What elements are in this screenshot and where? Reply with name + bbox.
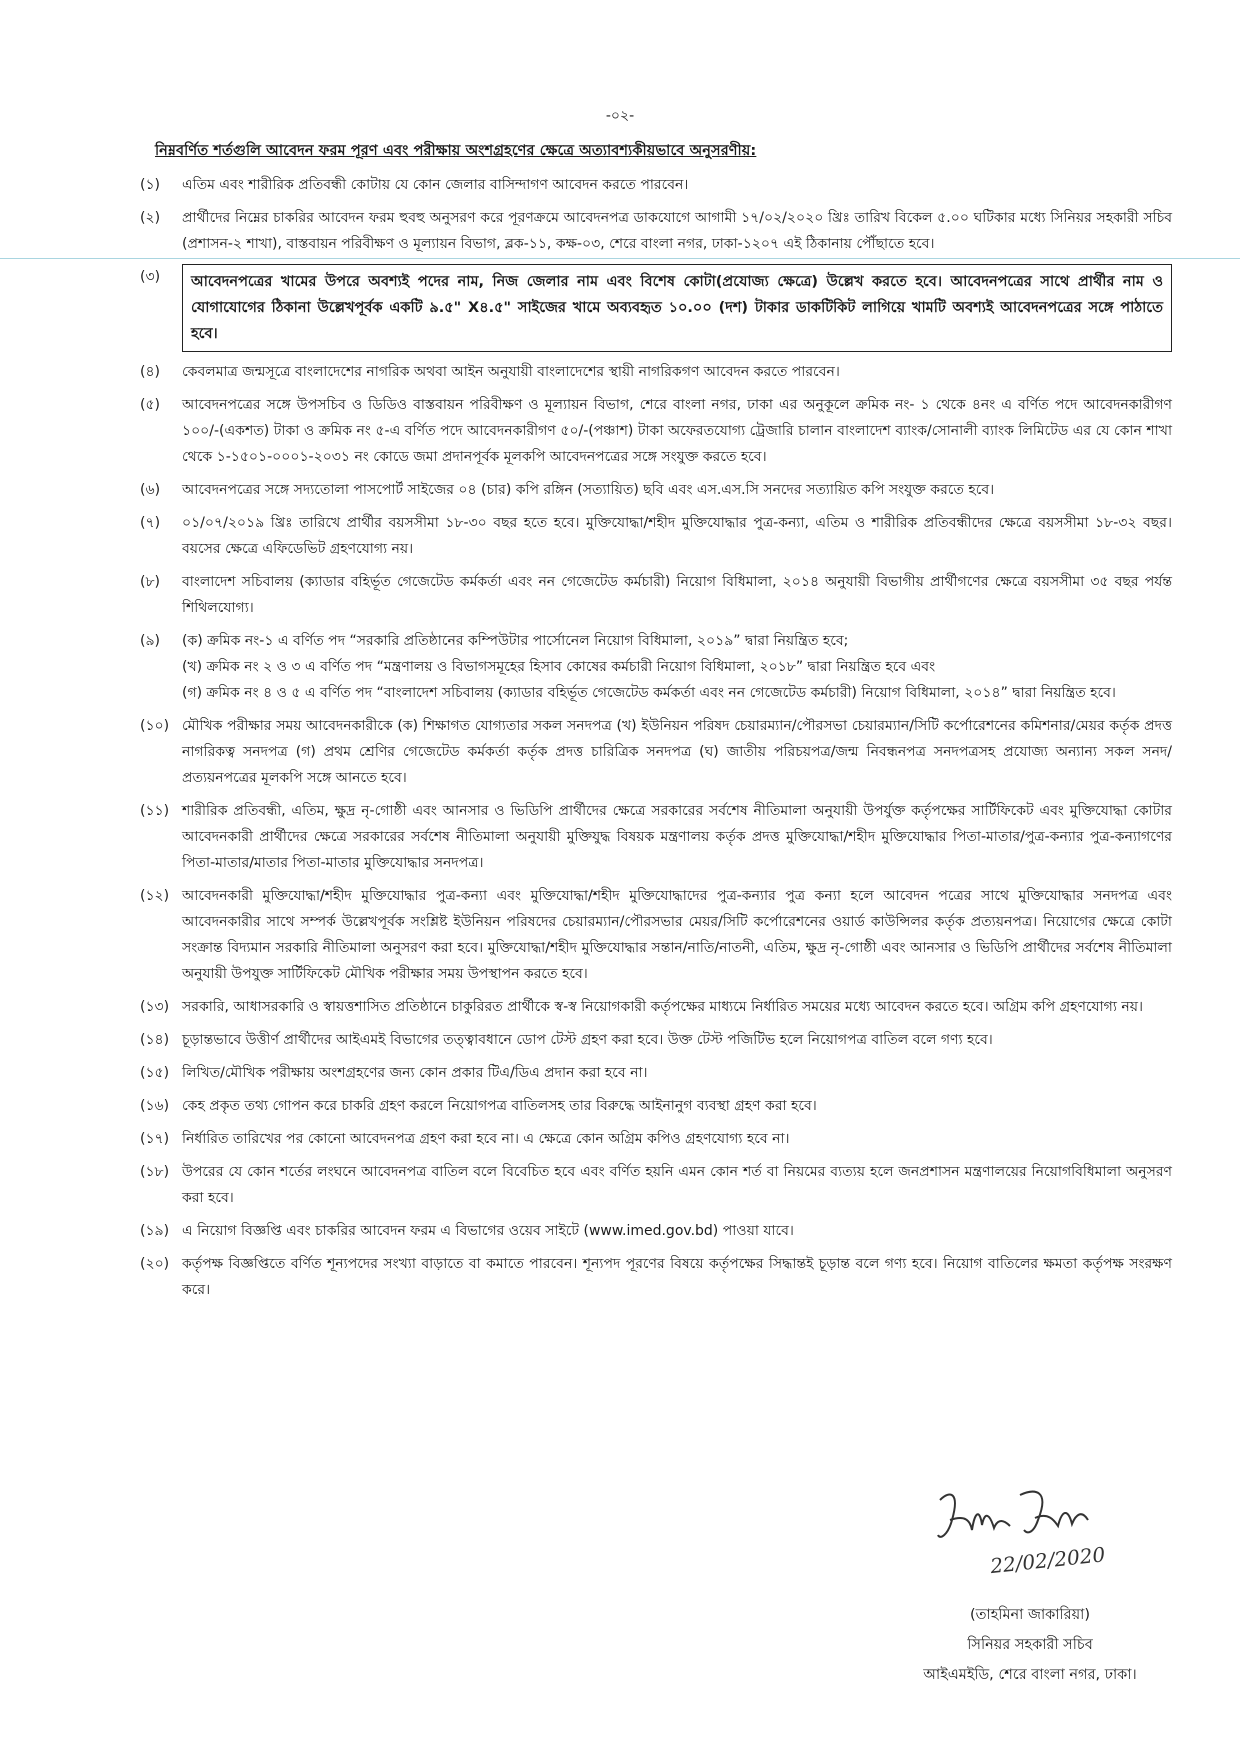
condition-item — [132, 392, 1172, 470]
item-text: এতিম এবং শারীরিক প্রতিবন্ধী কোটায় যে কোন জেলার বাসিন্দাগণ আবেদন করতে পারবেন। — [182, 177, 689, 193]
sub-item-ga: (গ) ক্রমিক নং ৪ ও ৫ এ বর্ণিত পদ “বাংলাদেশ সচিবালয় (ক্যাডার বহির্ভূত গেজেটেড কর্মকর্তা এবং নন গেজেটেড কর্মচারী) নিয়োগ বিধিমালা, ২০১৪” দ্বারা নিয়ন্ত্রিত হবে। — [182, 685, 1116, 701]
condition-item — [132, 1251, 1172, 1303]
item-number: (১৭) — [140, 1131, 170, 1147]
item-number: (৩) — [140, 269, 161, 285]
condition-item — [132, 883, 1172, 987]
item-text: আবেদনপত্রের সঙ্গে উপসচিব ও ডিডিও বাস্তবায়ন পরিবীক্ষণ ও মূল্যায়ন বিভাগ, শেরে বাংলা নগর, ঢাকা এর অনুকূলে ক্রমিক নং- ১ থেকে ৪নং এ বর্ণিত পদে আবেদনকারীগণ ১০০/-(একশত) টাকা ও ক্রমিক নং ৫-এ বর্ণিত পদে আবেদনকারীগণ ৫০/-(পঞ্চাশ) টাকা অফেরতযোগ্য ট্রেজারি চালান বাংলাদেশ ব্যাংক/সোনালী ব্যাংক লিমিটেড এর যে কোন শাখা থেকে ১-১৫০১-০০০১-২০৩১ নং কোডে জমা প্রদানপূর্বক মূলকপি আবেদনপত্রের সঙ্গে সংযুক্ত করতে হবে। — [182, 397, 1172, 465]
item-text-boxed: আবেদনপত্রের খামের উপরে অবশ্যই পদের নাম, নিজ জেলার নাম এবং বিশেষ কোটা(প্রযোজ্য ক্ষেত্রে) উল্লেখ করতে হবে। আবেদনপত্রের সাথে প্রার্থীর নাম ও যোগাযোগের ঠিকানা উল্লেখপূর্বক একটি ৯.৫" X৪.৫" সাইজের খামে অব্যবহৃত ১০.০০ (দশ) টাকার ডাকটিকিট লাগিয়ে খামটি অবশ্যই আবেদনপত্রের সঙ্গে পাঠাতে হবে। — [182, 264, 1172, 352]
condition-item — [132, 1093, 1172, 1119]
item-number: (১৩) — [140, 999, 170, 1015]
signatory-details — [880, 1600, 1180, 1690]
signatory-designation: সিনিয়র সহকারী সচিব — [967, 1637, 1093, 1653]
item-number: (১১) — [140, 803, 170, 819]
condition-item — [132, 172, 1172, 198]
item-text: আবেদনপত্রের সঙ্গে সদ্যতোলা পাসপোর্ট সাইজের ০৪ (চার) কপি রঙ্গিন (সত্যায়িত) ছবি এবং এস.এস.সি সনদের সত্যায়িত কপি সংযুক্ত করতে হবে। — [182, 482, 995, 498]
condition-item — [132, 569, 1172, 621]
sub-item-kha: (খ) ক্রমিক নং ২ ও ৩ এ বর্ণিত পদ “মন্ত্রণালয় ও বিভাগসমূহের হিসাব কোষের কর্মচারী নিয়োগ বিধিমালা, ২০১৮” দ্বারা নিয়ন্ত্রিত হবে এবং — [182, 659, 936, 675]
item-number: (২) — [140, 210, 161, 226]
condition-item — [132, 510, 1172, 562]
condition-item — [132, 798, 1172, 876]
item-text: শারীরিক প্রতিবন্ধী, এতিম, ক্ষুদ্র নৃ-গোষ্ঠী এবং আনসার ও ভিডিপি প্রার্থীদের ক্ষেত্রে সরকারের সর্বশেষ নীতিমালা অনুযায়ী উপর্যুক্ত কর্তৃপক্ষের সার্টিফিকেট এবং মুক্তিযোদ্ধা কোটার আবেদনকারী প্রার্থীদের ক্ষেত্রে সরকারের সর্বশেষ নীতিমালা অনুযায়ী মুক্তিযুদ্ধ বিষয়ক মন্ত্রণালয় কর্তৃক প্রদত্ত মুক্তিযোদ্ধা/শহীদ মুক্তিযোদ্ধার পিতা-মাতার/পুত্র-কন্যার পুত্র-কন্যাগণের পিতা-মাতার/মাতার পিতা-মাতার মুক্তিযোদ্ধার সনদপত্র। — [182, 803, 1172, 871]
page-number: -০২- — [605, 108, 635, 124]
item-number: (৪) — [140, 364, 161, 380]
item-text: লিখিত/মৌখিক পরীক্ষায় অংশগ্রহণের জন্য কোন প্রকার টিএ/ডিএ প্রদান করা হবে না। — [182, 1065, 648, 1081]
signatory-office: আইএমইডি, শেরে বাংলা নগর, ঢাকা। — [923, 1667, 1137, 1683]
condition-item — [132, 713, 1172, 791]
item-number: (৭) — [140, 515, 161, 531]
condition-item — [132, 994, 1172, 1020]
item-text: কেবলমাত্র জন্মসূত্রে বাংলাদেশের নাগরিক অথবা আইন অনুযায়ী বাংলাদেশের স্থায়ী নাগরিকগণ আবেদন করতে পারবেন। — [182, 364, 840, 380]
item-text: সরকারি, আধাসরকারি ও স্বায়ত্তশাসিত প্রতিষ্ঠানে চাকুরিরত প্রার্থীকে স্ব-স্ব নিয়োগকারী কর্তৃপক্ষের মাধ্যমে নির্ধারিত সময়ের মধ্যে আবেদন করতে হবে। অগ্রিম কপি গ্রহণযোগ্য নয়। — [182, 999, 1143, 1015]
item-text: কেহ প্রকৃত তথ্য গোপন করে চাকরি গ্রহণ করলে নিয়োগপত্র বাতিলসহ তার বিরুদ্ধে আইনানুগ ব্যবস্থা গ্রহণ করা হবে। — [182, 1098, 817, 1114]
handwritten-signature — [920, 1480, 1140, 1590]
item-text: চূড়ান্তভাবে উত্তীর্ণ প্রার্থীদের আইএমই বিভাগের তত্ত্বাবধানে ডোপ টেস্ট গ্রহণ করা হবে। উক্ত টেস্ট পজিটিভ হলে নিয়োগপত্র বাতিল বলে গণ্য হবে। — [182, 1032, 993, 1048]
item-number: (৬) — [140, 482, 161, 498]
condition-item — [132, 1126, 1172, 1152]
item-text: কর্তৃপক্ষ বিজ্ঞপ্তিতে বর্ণিত শূন্যপদের সংখ্যা বাড়াতে বা কমাতে পারবেন। শূন্যপদ পূরণের বিষয়ে কর্তৃপক্ষের সিদ্ধান্তই চূড়ান্ত বলে গণ্য হবে। নিয়োগ বাতিলের ক্ষমতা কর্তৃপক্ষ সংরক্ষণ করে। — [182, 1256, 1172, 1298]
item-text: বাংলাদেশ সচিবালয় (ক্যাডার বহির্ভূত গেজেটেড কর্মকর্তা এবং নন গেজেটেড কর্মচারী) নিয়োগ বিধিমালা, ২০১৪ অনুযায়ী বিভাগীয় প্রার্থীগণের ক্ষেত্রে বয়সসীমা ৩৫ বছর পর্যন্ত শিথিলযোগ্য। — [182, 574, 1172, 616]
item-number: (১৮) — [140, 1164, 170, 1180]
signatory-name: (তাহমিনা জাকারিয়া) — [969, 1607, 1091, 1623]
item-text: এ নিয়োগ বিজ্ঞপ্তি এবং চাকরির আবেদন ফরম এ বিভাগের ওয়েব সাইটে (www.imed.gov.bd) পাওয়া যাবে। — [182, 1223, 794, 1239]
condition-item — [132, 1218, 1172, 1244]
item-number: (১০) — [140, 718, 170, 734]
condition-item — [132, 359, 1172, 385]
condition-item — [132, 477, 1172, 503]
sub-item-ka: (ক) ক্রমিক নং-১ এ বর্ণিত পদ “সরকারি প্রতিষ্ঠানের কম্পিউটার পার্সোনেল নিয়োগ বিধিমালা, ২০১৯” দ্বারা নিয়ন্ত্রিত হবে; — [182, 633, 849, 649]
item-number: (১৯) — [140, 1223, 170, 1239]
signature-date: 22/02/2020 — [989, 1542, 1107, 1579]
item-number: (১৬) — [140, 1098, 170, 1114]
item-number: (২০) — [140, 1256, 170, 1272]
item-text: ০১/০৭/২০১৯ খ্রিঃ তারিখে প্রার্থীর বয়সসীমা ১৮-৩০ বছর হতে হবে। মুক্তিযোদ্ধা/শহীদ মুক্তিযোদ্ধার পুত্র-কন্যা, এতিম ও শারীরিক প্রতিবন্ধীদের ক্ষেত্রে বয়সসীমা ১৮-৩২ বছর। বয়সের ক্ষেত্রে এফিডেভিট গ্রহণযোগ্য নয়। — [182, 515, 1172, 557]
item-number: (১৫) — [140, 1065, 170, 1081]
item-text: প্রার্থীদের নিম্নের চাকরির আবেদন ফরম হুবহু অনুসরণ করে পূরণক্রমে আবেদনপত্র ডাকযোগে আগামী ১৭/০২/২০২০ খ্রিঃ তারিখ বিকেল ৫.০০ ঘটিকার মধ্যে সিনিয়র সহকারী সচিব (প্রশাসন-২ শাখা), বাস্তবায়ন পরিবীক্ষণ ও মূল্যায়ন বিভাগ, ব্লক-১১, কক্ষ-০৩, শেরে বাংলা নগর, ঢাকা-১২০৭ এই ঠিকানায় পৌঁছাতে হবে। — [182, 210, 1172, 252]
item-number: (৫) — [140, 397, 161, 413]
item-number: (১৪) — [140, 1032, 170, 1048]
condition-item — [132, 1027, 1172, 1053]
item-number: (১) — [140, 177, 161, 193]
item-number: (৯) — [140, 633, 161, 649]
condition-item-boxed — [132, 264, 1172, 352]
item-number: (৮) — [140, 574, 161, 590]
item-text: উপরের যে কোন শর্তের লংঘনে আবেদনপত্র বাতিল বলে বিবেচিত হবে এবং বর্ণিত হয়নি এমন কোন শর্ত বা নিয়মের ব্যত্যয় হলে জনপ্রশাসন মন্ত্রণালয়ের নিয়োগবিধিমালা অনুসরণ করা হবে। — [182, 1164, 1172, 1206]
condition-item — [132, 205, 1172, 257]
condition-item — [132, 628, 1172, 706]
condition-item — [132, 1060, 1172, 1086]
item-number: (১২) — [140, 888, 170, 904]
item-text: আবেদনকারী মুক্তিযোদ্ধা/শহীদ মুক্তিযোদ্ধার পুত্র-কন্যা এবং মুক্তিযোদ্ধা/শহীদ মুক্তিযোদ্ধাদের পুত্র-কন্যার পুত্র কন্যা হলে আবেদন পত্রের সাথে মুক্তিযোদ্ধার সনদপত্র এবং আবেদনকারীর সাথে সম্পর্ক উল্লেখপূর্বক সংশ্লিষ্ট ইউনিয়ন পরিষদের চেয়ারম্যান/পৌরসভার মেয়র/সিটি কর্পোরেশনের ওয়ার্ড কাউন্সিলর কর্তৃক প্রত্যয়নপত্র। নিয়োগের ক্ষেত্রে কোটা সংক্রান্ত বিদ্যমান সরকারি নীতিমালা অনুসরণ করা হবে। মুক্তিযোদ্ধা/শহীদ মুক্তিযোদ্ধার সন্তান/নাতি/নাতনী, এতিম, ক্ষুদ্র নৃ-গোষ্ঠী এবং আনসার ও ভিডিপি প্রার্থীদের সর্বশেষ নীতিমালা অনুযায়ী উপযুক্ত সার্টিফিকেট মৌখিক পরীক্ষার সময় উপস্থাপন করতে হবে। — [182, 888, 1172, 982]
conditions-list — [132, 172, 1172, 1310]
condition-item — [132, 1159, 1172, 1211]
item-text: নির্ধারিত তারিখের পর কোনো আবেদনপত্র গ্রহণ করা হবে না। এ ক্ষেত্রে কোন অগ্রিম কপিও গ্রহণযোগ্য হবে না। — [182, 1131, 790, 1147]
conditions-heading: নিম্নবর্ণিত শর্তগুলি আবেদন ফরম পূরণ এবং পরীক্ষায় অংশগ্রহণের ক্ষেত্রে অত্যাবশ্যকীয়ভাবে অনুসরণীয়: — [155, 143, 757, 159]
item-text: মৌখিক পরীক্ষার সময় আবেদনকারীকে (ক) শিক্ষাগত যোগ্যতার সকল সনদপত্র (খ) ইউনিয়ন পরিষদ চেয়ারম্যান/পৌরসভা চেয়ারম্যান/সিটি কর্পোরেশনের কমিশনার/মেয়র কর্তৃক প্রদত্ত নাগরিকত্ব সনদপত্র (গ) প্রথম শ্রেণির গেজেটেড কর্মকর্তা কর্তৃক প্রদত্ত চারিত্রিক সনদপত্র (ঘ) জাতীয় পরিচয়পত্র/জন্ম নিবন্ধনপত্র সনদপত্রসহ প্রযোজ্য অন্যান্য সকল সনদ/প্রত্যয়নপত্রের মূলকপি সঙ্গে আনতে হবে। — [182, 718, 1172, 786]
